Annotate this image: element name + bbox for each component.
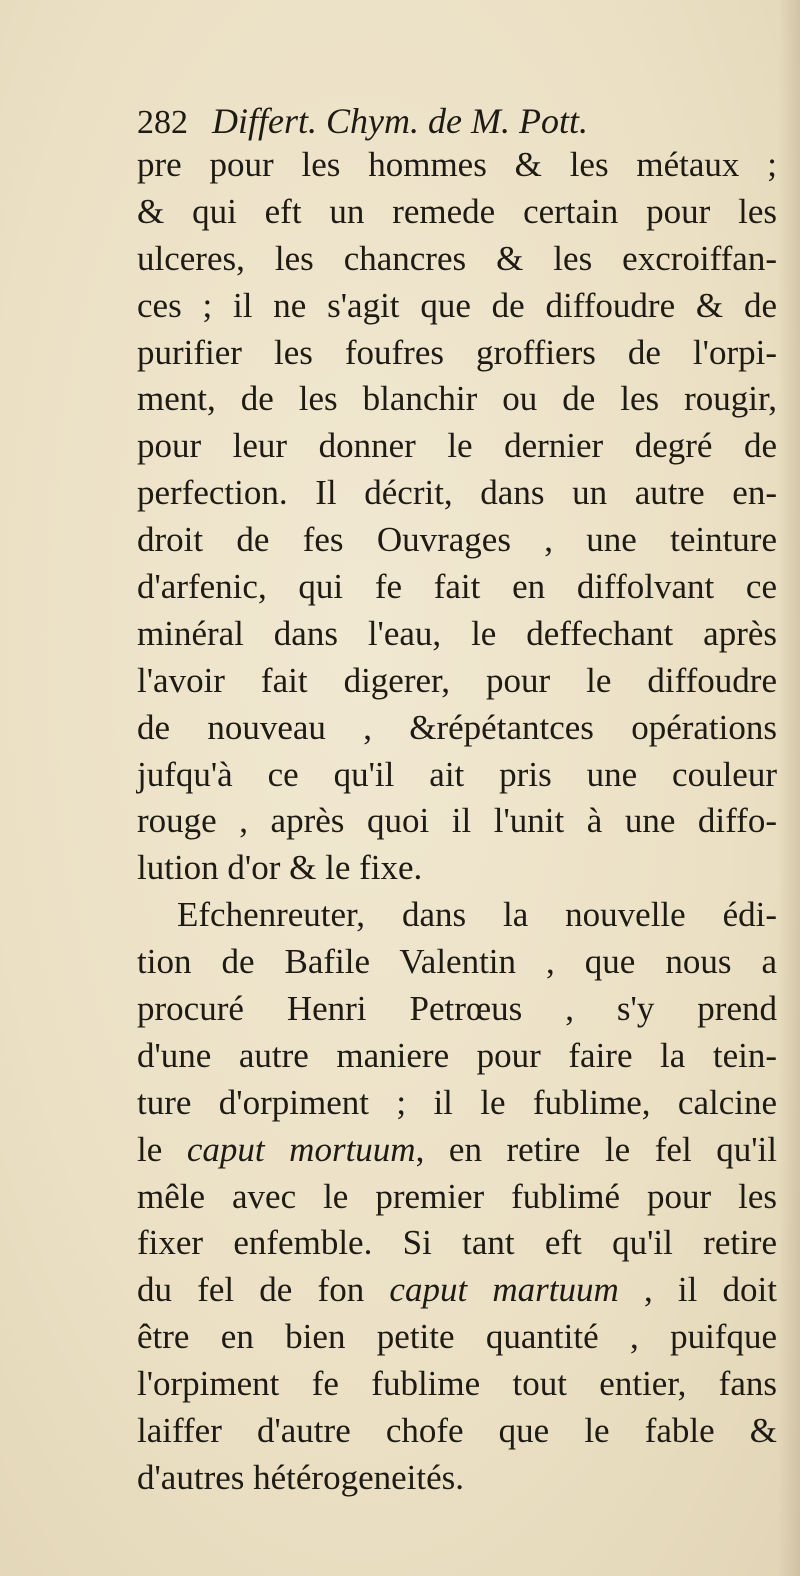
text-line: tion de Bafile Valentin , que nous a: [137, 942, 777, 982]
text-line: ment, de les blanchir ou de les rougir,: [137, 379, 777, 419]
text-line: purifier les foufres groffiers de l'orpi-: [137, 332, 777, 372]
text-line: & qui eft un remede certain pour les: [137, 191, 777, 231]
text-line: être en bien petite quantité , puifque: [137, 1317, 777, 1357]
text-line: procuré Henri Petrœus , s'y prend: [137, 989, 777, 1029]
text-line: lution d'or & le fixe.: [137, 848, 423, 888]
running-title: Differt. Chym. de M. Pott.: [212, 101, 588, 141]
text-line: mêle avec le premier fublimé pour les: [137, 1176, 777, 1216]
text-line: de nouveau , &répétantces opérations: [137, 707, 777, 747]
text-line: Efchenreuter, dans la nouvelle édi-: [177, 895, 777, 935]
page-number: 282: [137, 104, 188, 141]
text-segment: , il doit: [618, 1270, 778, 1310]
text-line: pour leur donner le dernier degré de: [137, 426, 777, 466]
italic-term: caput martuum: [389, 1270, 619, 1310]
text-line: jufqu'à ce qu'il ait pris une couleur: [137, 754, 777, 794]
body-text: [137, 142, 777, 1502]
text-line: l'orpiment fe fublime tout entier, fans: [137, 1364, 777, 1404]
page-edge-shadow: [778, 0, 800, 1576]
text-line: fixer enfemble. Si tant eft qu'il retire: [137, 1223, 777, 1263]
text-segment: le: [137, 1129, 187, 1169]
text-line: droit de fes Ouvrages , une teinture: [137, 520, 777, 560]
italic-term: caput mortuum: [186, 1129, 416, 1169]
text-line: d'autres hétérogeneités.: [137, 1457, 464, 1497]
text-line: d'arfenic, qui fe fait en diffolvant ce: [137, 567, 777, 607]
text-line: minéral dans l'eau, le deffechant après: [137, 613, 777, 653]
text-line: ces ; il ne s'agit que de diffoudre & de: [137, 285, 777, 325]
text-segment: , en retire le fel qu'il: [415, 1129, 777, 1169]
text-line: ture d'orpiment ; il le fublime, calcine: [137, 1082, 777, 1122]
text-line: laiffer d'autre chofe que le fable &: [137, 1411, 777, 1451]
text-line: ulceres, les chancres & les excroiffan-: [137, 238, 777, 278]
text-line-with-italic: [137, 1127, 777, 1174]
text-line: pre pour les hommes & les métaux ;: [137, 145, 777, 184]
running-header: [137, 100, 697, 140]
text-line: rouge , après quoi il l'unit à une diffo-: [137, 801, 777, 841]
text-line: perfection. Il décrit, dans un autre en-: [137, 473, 777, 513]
text-line: d'une autre maniere pour faire la tein-: [137, 1035, 777, 1075]
text-segment: du fel de fon: [137, 1270, 390, 1310]
text-line-with-italic: [137, 1267, 777, 1314]
text-line: l'avoir fait digerer, pour le diffoudre: [137, 660, 777, 700]
